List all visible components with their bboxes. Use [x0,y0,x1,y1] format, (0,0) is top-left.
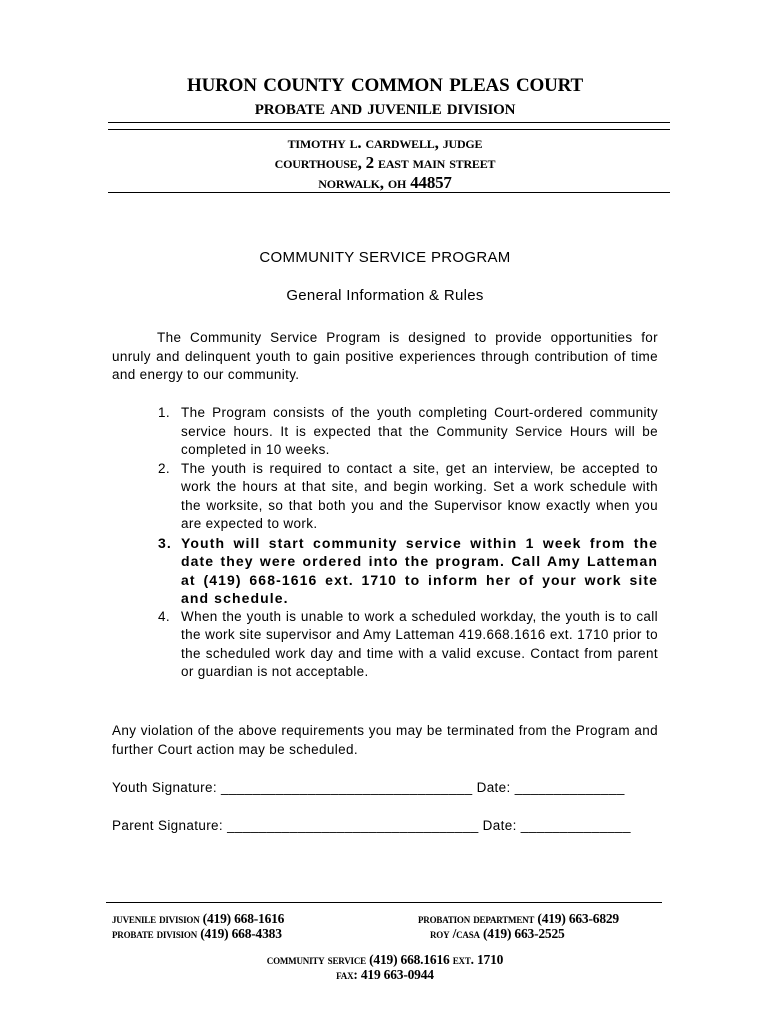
rule-number: 3. [158,534,172,551]
rule-item [158,460,658,534]
judge-address-block [0,133,770,193]
footer-center-contacts [0,952,770,982]
division-name: probate and juvenile division [254,94,516,119]
roy-casa-phone: roy /casa (419) 663-2525 [430,926,565,941]
header-divider-top-second [108,129,670,130]
rule-text: The youth is required to contact a site, get an interview, be accepted to work the hours at that site, and begin working. Set a work schedule with the worksite, so that both you and the Supervisor know exactly when you are expected to work. [181,460,658,531]
community-service-phone: community service (419) 668.1616 ext. 1710 [266,952,504,967]
rule-item [158,608,658,682]
rule-number: 4. [158,608,170,624]
rule-text: When the youth is unable to work a scheduled workday, the youth is to call the work site supervisor and Amy Latteman 419.668.1616 ext. 1710 prior to the scheduled work day and time with a valid excuse. Contact from parent or guardian is not acceptable. [181,608,658,679]
header-divider-top [108,122,670,123]
court-name: huron county common pleas court [187,67,583,97]
juvenile-division-phone: juvenile division (419) 668-1616 [112,911,285,926]
program-title: COMMUNITY SERVICE PROGRAM [259,249,511,266]
intro-paragraph: The Community Service Program is designed to provide opportunities for unruly and delinquent youth to gain positive experiences through contribution of time and energy to our community. [112,330,658,382]
rule-text: The Program consists of the youth completing Court-ordered community service hours. It is expected that the Community Service Hours will be completed in 10 weeks. [181,405,658,457]
rule-item [158,534,658,608]
youth-signature-line[interactable]: Youth Signature: ________________________________ Date: ______________ [112,780,625,795]
rule-text: Youth will start community service within 1 week from the date they were ordered into the program. Call Amy Latteman at (419) 668-1616 ext. 1710 to inform her of your work site and schedule. [181,534,658,606]
parent-signature-line[interactable]: Parent Signature: ________________________________ Date: ______________ [112,818,631,833]
city-state-zip: norwalk, oh 44857 [318,173,452,192]
judge-name: timothy l. cardwell, judge [287,133,483,152]
rule-number: 1. [158,405,170,420]
violation-notice: Any violation of the above requirements you may be terminated from the Program and further Court action may be scheduled. [112,723,658,757]
rules-list [158,404,658,682]
courthouse-address: courthouse, 2 east main street [274,153,496,172]
header-divider-bottom [108,192,670,193]
rule-item [158,404,658,460]
footer-divider [106,902,662,903]
program-subtitle: General Information & Rules [286,287,484,304]
probate-division-phone: probate division (419) 668-4383 [112,926,282,941]
rule-number: 2. [158,460,170,476]
footer-left-contacts [112,911,284,941]
footer-right-contacts [418,911,619,941]
fax-number: fax: 419 663-0944 [336,967,434,982]
probation-department-phone: probation department (419) 663-6829 [418,911,619,926]
